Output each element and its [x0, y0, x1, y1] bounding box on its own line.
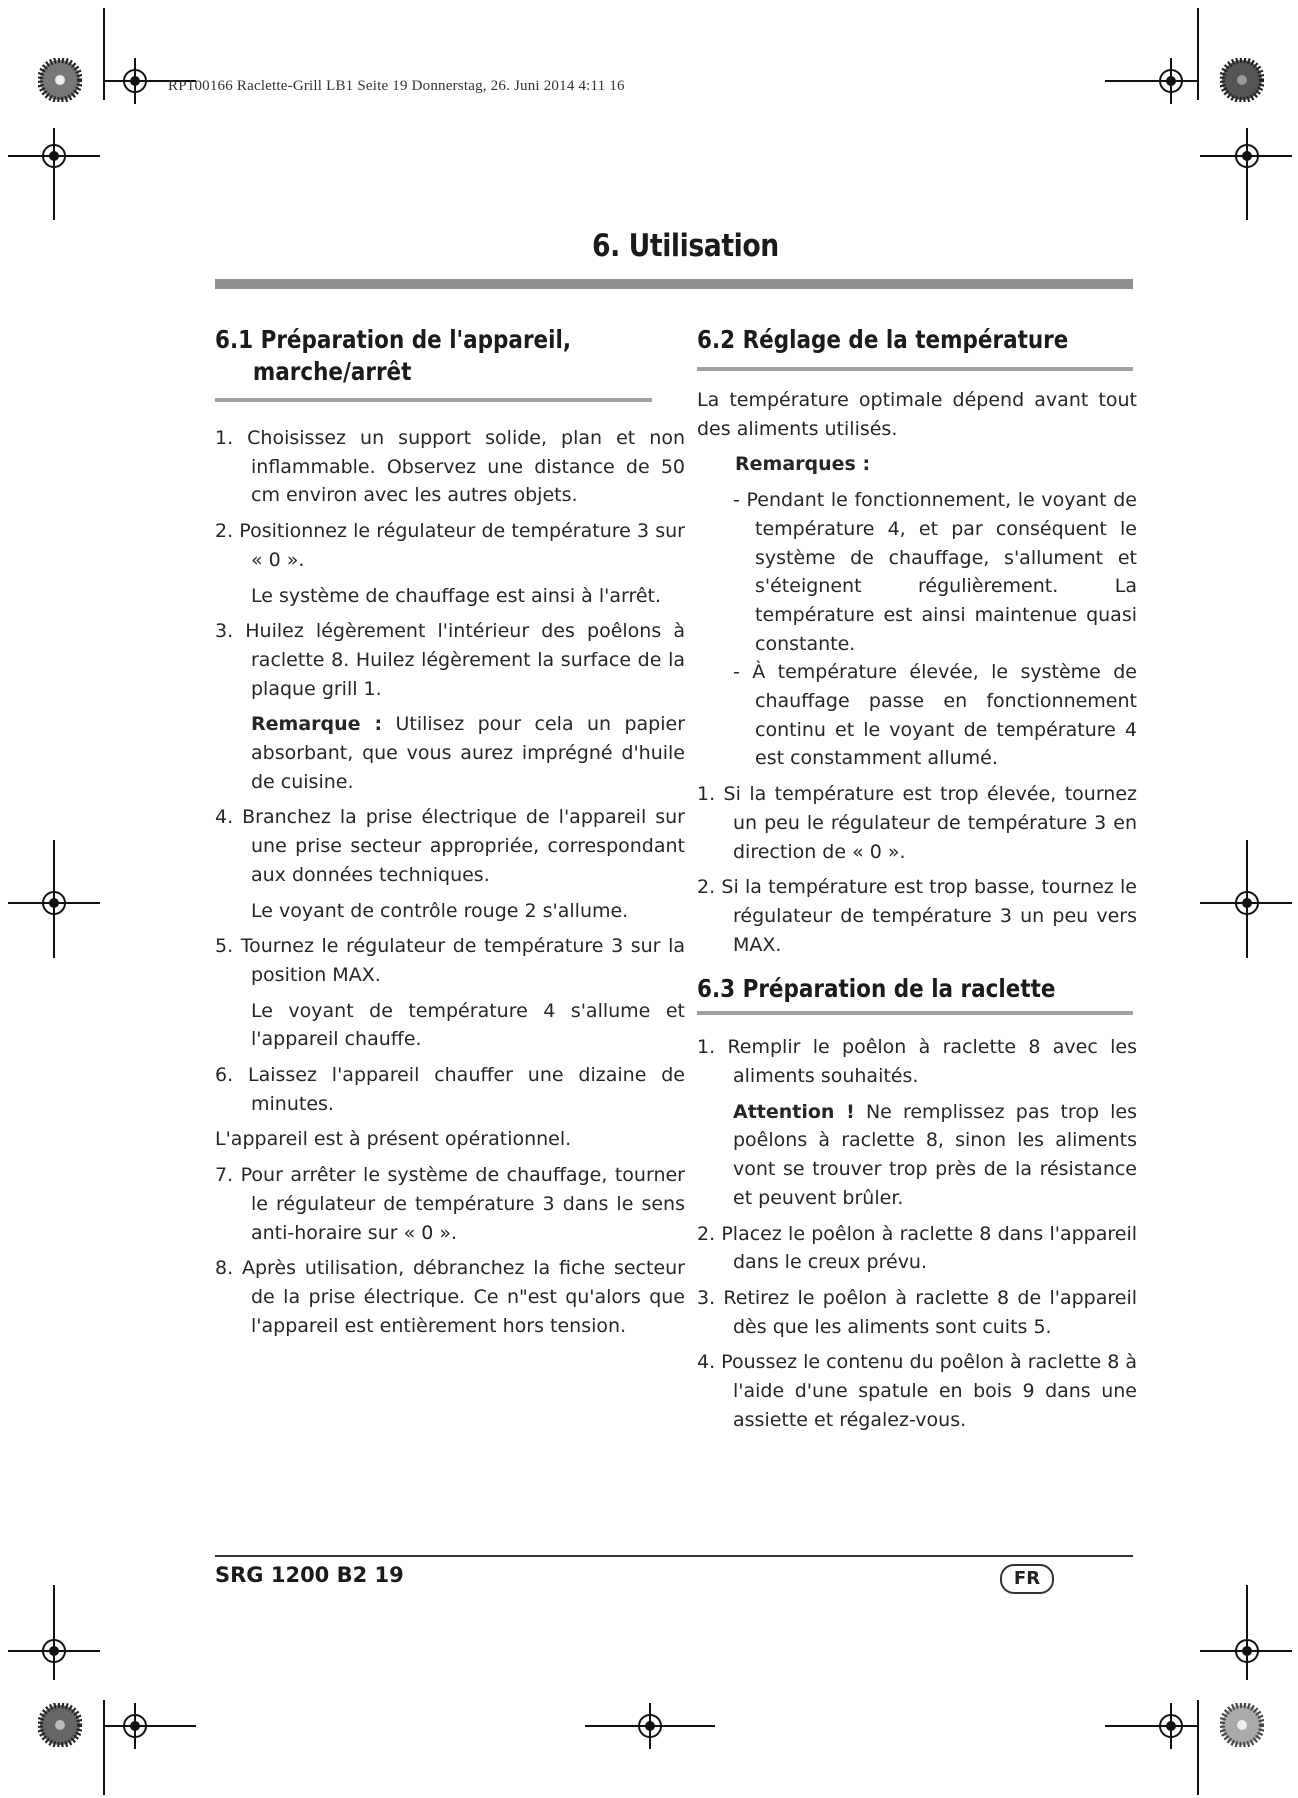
- list-item: 1. Si la température est trop élevée, tournez un peu le régulateur de température 3 en direction de « 0 ».: [697, 783, 1137, 863]
- attention-label: Attention !: [733, 1100, 855, 1123]
- registration-mark-icon: [31, 1628, 77, 1674]
- list-item: 7. Pour arrêter le système de chauffage, tourner le régulateur de température 3 dans le sens anti-horaire sur « 0 ».: [215, 1164, 685, 1244]
- print-slug-line: RP100166 Raclette-Grill LB1 Seite 19 Donnerstag, 26. Juni 2014 4:11 16: [168, 78, 625, 94]
- footer-rule: [215, 1555, 1133, 1557]
- item-note: Attention ! Ne remplissez pas trop les poêlons à raclette 8, sinon les aliments vont se trouver trop près de la résistance et peuvent brûler.: [733, 1100, 1137, 1209]
- intro-text: La température optimale dépend avant tout des aliments utilisés.: [697, 389, 1137, 440]
- color-wheel-icon: [38, 58, 82, 102]
- item-note: Le voyant de température 4 s'allume et l'appareil chauffe.: [251, 999, 685, 1051]
- heading-6-3: 6.3 Préparation de la raclette: [697, 974, 1056, 1004]
- registration-mark-icon: [1148, 58, 1194, 104]
- list-item: 6. Laissez l'appareil chauffer une dizaine de minutes.: [215, 1064, 685, 1115]
- footer-model-page: SRG 1200 B2 19: [215, 1563, 404, 1587]
- item-note: Le système de chauffage est ainsi à l'arrêt.: [251, 584, 662, 607]
- heading-rule-6-1: [215, 398, 652, 402]
- registration-mark-icon: [112, 58, 158, 104]
- list-item: 3. Retirez le poêlon à raclette 8 de l'appareil dès que les aliments sont cuits 5.: [697, 1286, 1137, 1338]
- title-rule: [215, 279, 1133, 289]
- remark-item: - À température élevée, le système de chauffage passe en fonctionnement continu et le voyant de température 4 est constamment allumé.: [733, 661, 1137, 770]
- heading-6-1: 6.1 Préparation de l'appareil, marche/arrêt: [215, 325, 572, 386]
- list-item: 4. Branchez la prise électrique de l'appareil sur une prise secteur appropriée, correspondant aux données techniques.: [215, 806, 685, 886]
- registration-mark-icon: [1224, 880, 1270, 926]
- list-item: 4. Poussez le contenu du poêlon à raclette 8 à l'aide d'une spatule en bois 9 dans une assiette et régalez-vous.: [697, 1351, 1137, 1431]
- list-item: 1. Choisissez un support solide, plan et non inflammable. Observez une distance de 50 cm environ avec les autres objets.: [215, 427, 685, 507]
- list-item: 2. Si la température est trop basse, tournez le régulateur de température 3 un peu vers MAX.: [697, 876, 1137, 956]
- remark-item: - Pendant le fonctionnement, le voyant de température 4, et par conséquent le système de chauffage, s'allument et s'éteignent régulièrement. La température est ainsi maintenue quasi constante.: [733, 489, 1137, 655]
- list-item: 8. Après utilisation, débranchez la fiche secteur de la prise électrique. Ce n"est qu'alors que l'appareil est entièrement hors tension.: [215, 1257, 685, 1337]
- section-6-1-body: [215, 424, 685, 1347]
- registration-mark-icon: [112, 1703, 158, 1749]
- registration-mark-icon: [31, 133, 77, 179]
- registration-mark-icon: [1224, 133, 1270, 179]
- section-6-2-body: [697, 386, 1137, 1442]
- remark-label: Remarque :: [251, 713, 383, 736]
- color-wheel-icon: [1220, 1703, 1264, 1747]
- list-item: 3. Huilez légèrement l'intérieur des poêlons à raclette 8. Huilez légèrement la surface de la plaque grill 1.: [215, 620, 685, 700]
- registration-mark-icon: [627, 1703, 673, 1749]
- item-note: Le voyant de contrôle rouge 2 s'allume.: [251, 899, 629, 922]
- heading-rule-6-2: [697, 367, 1133, 371]
- registration-mark-icon: [1224, 1628, 1270, 1674]
- remarks-label: Remarques :: [735, 453, 871, 476]
- registration-mark-icon: [1148, 1703, 1194, 1749]
- heading-6-2: 6.2 Réglage de la température: [697, 325, 1069, 354]
- registration-mark-icon: [31, 880, 77, 926]
- list-item: 2. Placez le poêlon à raclette 8 dans l'appareil dans le creux prévu.: [697, 1222, 1137, 1274]
- list-item: 2. Positionnez le régulateur de température 3 sur « 0 ».: [215, 520, 685, 571]
- color-wheel-icon: [38, 1703, 82, 1747]
- item-note: Remarque : Utilisez pour cela un papier absorbant, que vous aurez imprégné d'huile de cuisine.: [251, 713, 686, 793]
- language-badge: FR: [1000, 1564, 1054, 1594]
- status-line: L'appareil est à présent opérationnel.: [215, 1128, 572, 1151]
- list-item: 1. Remplir le poêlon à raclette 8 avec les aliments souhaités.: [697, 1036, 1137, 1088]
- list-item: 5. Tournez le régulateur de température 3 sur la position MAX.: [215, 935, 685, 986]
- heading-rule-6-3: [697, 1011, 1133, 1015]
- section-title: 6. Utilisation: [592, 228, 779, 264]
- color-wheel-icon: [1220, 58, 1264, 102]
